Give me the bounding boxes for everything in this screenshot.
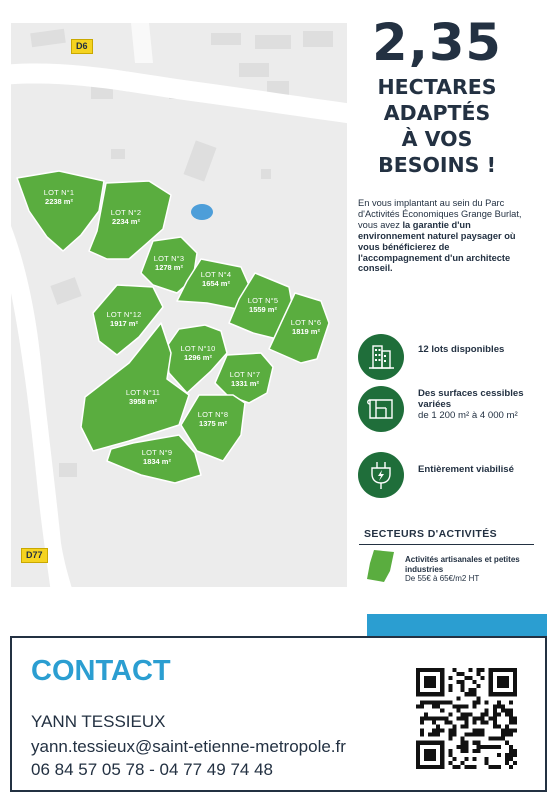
site-plan-map [11, 23, 347, 587]
contact-box [10, 636, 547, 792]
feature-surfaces-range: de 1 200 m² à 4 000 m² [418, 410, 518, 421]
area-figure: 2,35 [372, 14, 502, 73]
contact-phone[interactable]: 06 84 57 05 78 - 04 77 49 74 48 [31, 760, 273, 779]
sector-swatch [366, 549, 396, 588]
feature-surfaces [358, 386, 538, 436]
lot-label-1: LOT N°1 2238 m² [43, 188, 75, 206]
sectors-title: SECTEURS D'ACTIVITÉS [364, 528, 498, 540]
plug-icon [358, 452, 404, 498]
info-column [347, 0, 554, 600]
feature-lots [358, 334, 538, 384]
sectors-divider [359, 544, 534, 545]
contact-name: YANN TESSIEUX [31, 712, 166, 731]
feature-surfaces-title: Des surfaces cessibles variées [418, 388, 524, 410]
feature-viabilise-text: Entièrement viabilisé [418, 464, 514, 475]
contact-email[interactable]: yann.tessieux@saint-etienne-metropole.fr [31, 737, 346, 756]
qr-code[interactable] [416, 668, 517, 769]
lot-label-3: LOT N°3 1278 m² [153, 254, 185, 272]
intro-paragraph: En vous implantant au sein du Parc d'Activités Économiques Grange Burlat, vous avez la garantie d'un environnement naturel paysager où vous bénéficierez de l'accompagnement d'un architecte conseil. [358, 198, 522, 274]
lot-label-11: LOT N°11 3958 m² [125, 388, 161, 406]
lot-label-5: LOT N°5 1559 m² [247, 296, 279, 314]
lot-1-shape[interactable] [17, 171, 104, 251]
pond [191, 204, 213, 220]
lot-label-2: LOT N°2 2234 m² [110, 208, 142, 226]
lot-label-9: LOT N°9 1834 m² [141, 448, 173, 466]
road-label-d77: D77 [21, 548, 48, 563]
map-base [11, 23, 347, 587]
lot-label-6: LOT N°6 1819 m² [290, 318, 322, 336]
headline: HECTARES ADAPTÉS À VOS BESOINS ! [377, 75, 497, 177]
blueprint-icon [358, 386, 404, 432]
lot-label-10: LOT N°10 1296 m² [180, 344, 216, 362]
feature-lots-text: 12 lots disponibles [418, 344, 505, 355]
feature-viabilise [358, 452, 538, 502]
sector-item: Activités artisanales et petites industries De 55€ à 65€/m2 HT [405, 555, 520, 583]
lot-label-4: LOT N°4 1654 m² [200, 270, 232, 288]
lot-label-12: LOT N°12 1917 m² [106, 310, 142, 328]
building-icon [358, 334, 404, 380]
lot-label-8: LOT N°8 1375 m² [197, 410, 229, 428]
contact-title: CONTACT [31, 655, 171, 687]
road-label-d6: D6 [71, 39, 93, 54]
lot-label-7: LOT N°7 1331 m² [229, 370, 261, 388]
